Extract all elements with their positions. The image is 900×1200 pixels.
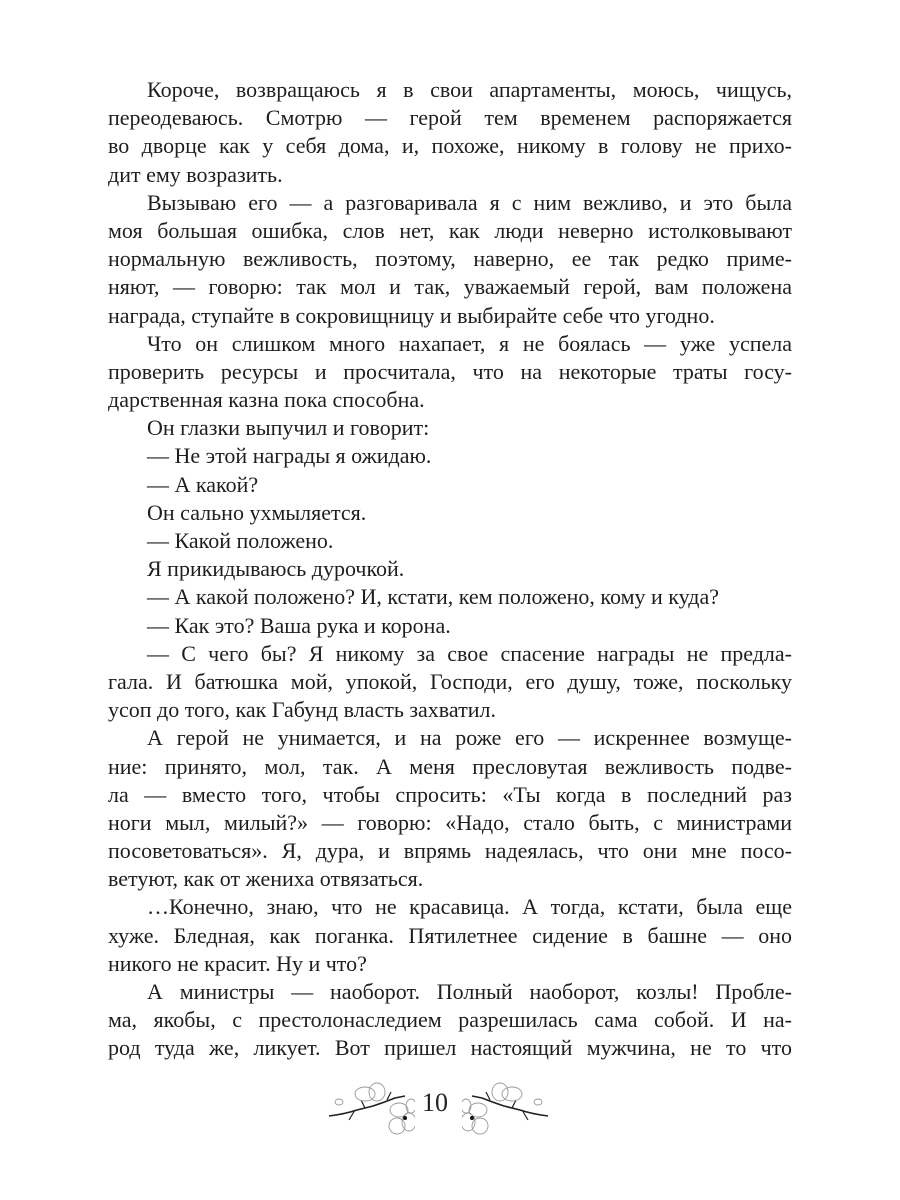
text-line: ветуют, как от жениха отвязаться. bbox=[108, 866, 424, 892]
text-line: ма, якобы, с престолонаследием разрешилась сама собой. И на- bbox=[108, 1007, 792, 1033]
text-line: А министры — наоборот. Полный наоборот, козлы! Пробле- bbox=[147, 979, 792, 1004]
magnolia-branch-icon-left bbox=[325, 1080, 415, 1136]
text-line: моя большая ошибка, слов нет, как люди неверно истолковывают bbox=[108, 217, 792, 243]
body-text bbox=[108, 76, 792, 1063]
text-line: Он глазки выпучил и говорит: bbox=[147, 415, 430, 441]
text-line: А герой не унимается, и на роже его — искреннее возмуще- bbox=[147, 725, 792, 751]
text-line: во дворце как у себя дома, и, похоже, никому в голову не прихо- bbox=[108, 133, 792, 159]
text-line: ние: принято, мол, так. А меня пресловутая вежливость подве- bbox=[108, 753, 792, 779]
text-line: Вызываю его — а разговаривала я с ним вежливо, и это была bbox=[147, 189, 792, 215]
text-line: Короче, возвращаюсь я в свои апартаменты, моюсь, чищусь, bbox=[147, 77, 792, 102]
text-line: награда, ступайте в сокровищницу и выбирайте себе что угодно. bbox=[108, 302, 715, 328]
text-line: нормальную вежливость, поэтому, наверно, ее так редко приме- bbox=[108, 246, 792, 272]
text-line: гала. И батюшка мой, упокой, Господи, его душу, тоже, поскольку bbox=[108, 668, 792, 694]
page-number: 10 bbox=[422, 1088, 448, 1117]
page-footer bbox=[0, 1078, 900, 1138]
text-line: никого не красит. Ну и что? bbox=[108, 950, 367, 976]
text-line: — Какой положено. bbox=[147, 528, 334, 553]
text-line: — Не этой награды я ожидаю. bbox=[147, 443, 432, 469]
text-line: Что он слишком много нахапает, я не боялась — уже успела bbox=[147, 330, 792, 356]
text-line: — А какой положено? И, кстати, кем положено, кому и куда? bbox=[147, 584, 719, 610]
text-line: дарственная казна пока способна. bbox=[108, 387, 425, 413]
text-line: Я прикидываюсь дурочкой. bbox=[147, 556, 405, 582]
text-line: — А какой? bbox=[147, 471, 259, 497]
text-line: Он сально ухмыляется. bbox=[147, 499, 367, 525]
text-line: проверить ресурсы и просчитала, что на некоторые траты госу- bbox=[108, 358, 792, 384]
text-line: усоп до того, как Габунд власть захватил. bbox=[108, 697, 496, 723]
text-line: ла — вместо того, чтобы спросить: «Ты когда в последний раз bbox=[108, 781, 792, 807]
text-line: няют, — говорю: так мол и так, уважаемый герой, вам положена bbox=[108, 274, 792, 300]
text-line: переодеваюсь. Смотрю — герой тем временем распоряжается bbox=[108, 105, 792, 131]
text-line: хуже. Бледная, как поганка. Пятилетнее сидение в башне — оно bbox=[108, 922, 792, 948]
text-line: …Конечно, знаю, что не красавица. А тогда, кстати, была еще bbox=[147, 894, 792, 920]
text-line: — С чего бы? Я никому за свое спасение награды не предла- bbox=[147, 640, 792, 666]
text-line: посоветоваться». Я, дура, и впрямь надеялась, что они мне посо- bbox=[108, 838, 792, 864]
text-line: дит ему возразить. bbox=[108, 161, 283, 187]
text-line: — Как это? Ваша рука и корона. bbox=[147, 612, 451, 638]
magnolia-branch-icon-right bbox=[462, 1080, 552, 1136]
text-line: род туда же, ликует. Вот пришел настоящий мужчина, не то что bbox=[108, 1035, 792, 1061]
text-line: ноги мыл, милый?» — говорю: «Надо, стало быть, с министрами bbox=[108, 809, 792, 835]
